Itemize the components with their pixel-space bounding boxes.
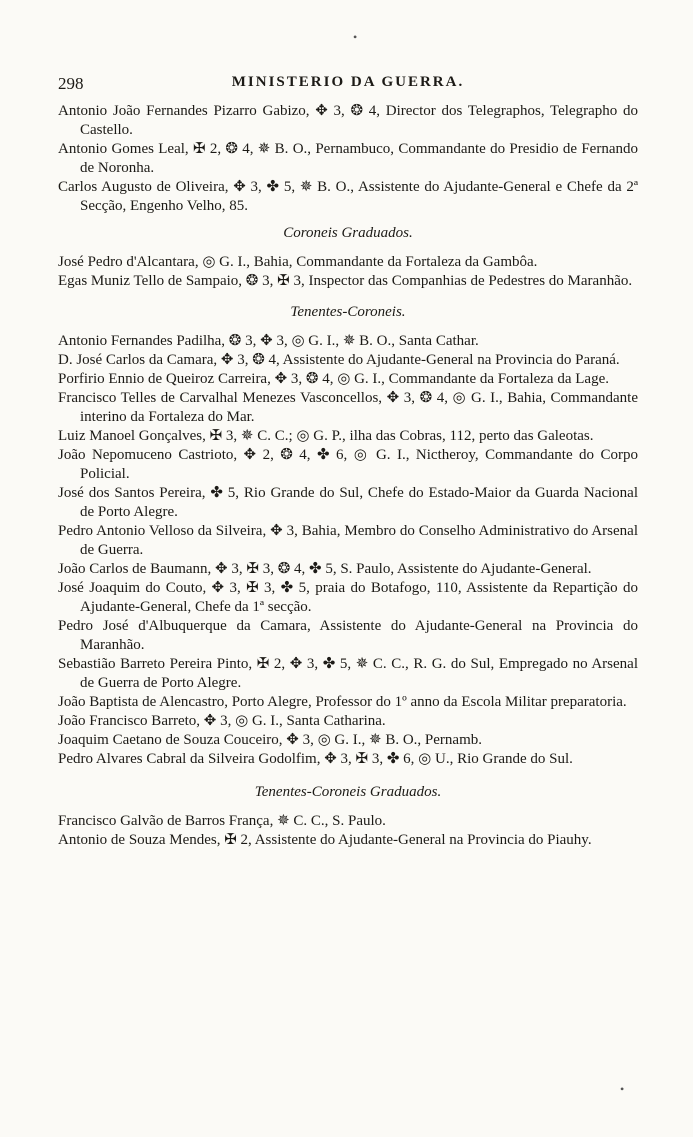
list-entry: Antonio de Souza Mendes, ✠ 2, Assistente do Ajudante-General na Provincia do Piauhy. <box>58 832 592 848</box>
list-entry: Francisco Galvão de Barros França, ✵ C. C., S. Paulo. <box>58 813 386 829</box>
section-coroneis <box>58 102 638 216</box>
list-entry: Joaquim Caetano de Souza Couceiro, ✥ 3, ◎ G. I., ✵ B. O., Pernamb. <box>58 732 482 748</box>
list-entry: Pedro Antonio Velloso da Silveira, ✥ 3, Bahia, Membro do Conselho Administrativo do Arsenal de Guerra. <box>58 523 638 558</box>
list-entry: João Francisco Barreto, ✥ 3, ◎ G. I., Santa Catharina. <box>58 713 386 729</box>
page-header <box>58 66 638 102</box>
list-entry: João Nepomuceno Castrioto, ✥ 2, ❂ 4, ✤ 6, ◎ G. I., Nictheroy, Commandante do Corpo Policial. <box>58 447 638 482</box>
list-entry: Luiz Manoel Gonçalves, ✠ 3, ✵ C. C.; ◎ G. P., ilha das Cobras, 112, perto das Galeotas. <box>58 428 594 444</box>
running-title: MINISTERIO DA GUERRA. <box>231 74 465 90</box>
section-title: Tenentes-Coroneis. <box>290 304 406 320</box>
list-entry: José dos Santos Pereira, ✤ 5, Rio Grande do Sul, Chefe do Estado-Maior da Guarda Nacional de Porto Alegre. <box>58 485 638 520</box>
list-entry: Sebastião Barreto Pereira Pinto, ✠ 2, ✥ 3, ✤ 5, ✵ C. C., R. G. do Sul, Empregado no Arsenal de Guerra de Porto Alegre. <box>58 656 638 691</box>
section-title: Tenentes-Coroneis Graduados. <box>254 784 442 800</box>
list-entry: Antonio Gomes Leal, ✠ 2, ❂ 4, ✵ B. O., Pernambuco, Commandante do Presidio de Fernando de Noronha. <box>58 141 638 176</box>
list-entry: Carlos Augusto de Oliveira, ✥ 3, ✤ 5, ✵ B. O., Assistente do Ajudante-General e Chefe da 2ª Secção, Engenho Velho, 85. <box>58 179 638 214</box>
list-entry: Francisco Telles de Carvalhal Menezes Vasconcellos, ✥ 3, ❂ 4, ◎ G. I., Bahia, Commandante interino da Fortaleza do Mar. <box>58 390 638 425</box>
section-tenentes-coroneis-graduados <box>58 783 638 850</box>
list-entry: Egas Muniz Tello de Sampaio, ❂ 3, ✠ 3, Inspector das Companhias de Pedestres do Maranhão. <box>58 273 633 289</box>
section-title: Coroneis Graduados. <box>283 225 413 241</box>
section-coroneis-graduados <box>58 224 638 291</box>
print-speck: • <box>620 1082 625 1096</box>
list-entry: Pedro José d'Albuquerque da Camara, Assistente do Ajudante-General na Provincia do Maranhão. <box>58 618 638 653</box>
page-number: 298 <box>58 74 84 93</box>
list-entry: Porfirio Ennio de Queiroz Carreira, ✥ 3, ❂ 4, ◎ G. I., Commandante da Fortaleza da Lage. <box>58 371 609 387</box>
list-entry: João Carlos de Baumann, ✥ 3, ✠ 3, ❂ 4, ✤ 5, S. Paulo, Assistente do Ajudante-General. <box>58 561 592 577</box>
document-page <box>58 66 638 850</box>
section-tenentes-coroneis <box>58 303 638 769</box>
list-entry: José Pedro d'Alcantara, ◎ G. I., Bahia, Commandante da Fortaleza da Gambôa. <box>58 254 538 270</box>
list-entry: João Baptista de Alencastro, Porto Alegre, Professor do 1º anno da Escola Militar preparatoria. <box>58 694 627 710</box>
list-entry: José Joaquim do Couto, ✥ 3, ✠ 3, ✤ 5, praia do Botafogo, 110, Assistente da Repartição do Ajudante-General, Chefe da 1ª secção. <box>58 580 638 615</box>
list-entry: Pedro Alvares Cabral da Silveira Godolfim, ✥ 3, ✠ 3, ✤ 6, ◎ U., Rio Grande do Sul. <box>58 751 573 767</box>
print-speck: • <box>353 30 358 44</box>
list-entry: Antonio João Fernandes Pizarro Gabizo, ✥ 3, ❂ 4, Director dos Telegraphos, Telegrapho do Castello. <box>58 103 638 138</box>
list-entry: D. José Carlos da Camara, ✥ 3, ❂ 4, Assistente do Ajudante-General na Provincia do Paraná. <box>58 352 620 368</box>
list-entry: Antonio Fernandes Padilha, ❂ 3, ✥ 3, ◎ G. I., ✵ B. O., Santa Cathar. <box>58 333 479 349</box>
